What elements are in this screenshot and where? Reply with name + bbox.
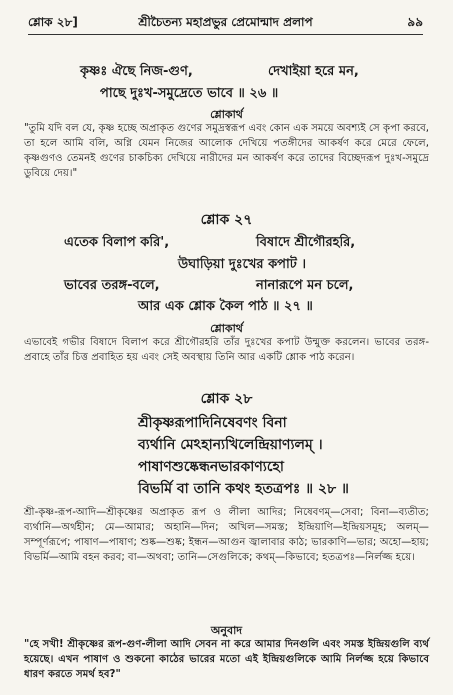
verse-28-heading: শ্লোক ২৮ <box>200 391 253 407</box>
running-title: শ্রীচৈতন্য মহাপ্রভুর প্রেমোন্মাদ প্রলাপ <box>138 15 313 29</box>
translation-1-text: "তুমি যদি বল যে, কৃষ্ণ হচ্ছে অপ্রাকৃত গুণের সমুদ্রস্বরূপ এবং কোন এক সময়ে অবশ্যই সে কৃপা করবে, তা হলে আমি বলি, অগ্নি যেমন নিজের আলোক দেখিয়ে পতঙ্গীদের আকর্ষণ করে মেরে ফেলে, কৃষ্ণগুণও তেমনই গুণের চাকচিক্য দেখিয়ে নারীদের মন আকর্ষণ করে তাদের বিচ্ছেদরূপ দুঃখ-সমুদ্রে ডুবিয়ে দেয়।" <box>24 123 429 179</box>
verse-26-line1a: কৃষ্ণঃ ঐছে নিজ-গুণ, <box>80 64 193 79</box>
page-number: ৯৯ <box>407 15 423 29</box>
verse-28-line1: শ্রীকৃষ্ণরূপাদিনিষেবণং বিনা <box>138 415 287 431</box>
verse-27-line3b: নানারূপে মন চলে, <box>256 278 354 293</box>
chapter-ref: শ্লোক ২৮] <box>28 15 78 29</box>
verse-28-line2: ব্যর্থানি মেঽহান্যখিলেন্দ্রিয়াণ্যলম্ । <box>138 437 323 453</box>
verse-28-line3: পাষাণশুষ্কেন্ধনভারকাণ্যহো <box>138 459 284 475</box>
verse-27-heading: শ্লোক ২৭ <box>200 212 253 228</box>
verse-27-line1a: এতেক বিলাপ করি', <box>64 235 170 250</box>
translation-heading-2: শ্লোকার্থ <box>210 322 243 335</box>
verse-28-line4: বিভর্মি বা তানি কথং হতত্রপঃ ॥ ২৮ ॥ <box>138 481 349 497</box>
verse-27-line4: আর এক শ্লোক কৈল পাঠ ॥ ২৭ ॥ <box>138 299 313 314</box>
verse-26-line1b: দেখাইয়া হরে মন, <box>268 64 359 79</box>
verse-27-line1b: বিষাদে শ্রীগৌরহরি, <box>256 235 356 250</box>
translation-heading-3: অনুবাদ <box>210 624 243 637</box>
page-header <box>28 12 423 35</box>
verse-27-line3a: ভাবের তরঙ্গ-বলে, <box>64 278 160 293</box>
synonyms-text: শ্রী-কৃষ্ণ-রূপ-আদি—শ্রীকৃষ্ণের অপ্রাকৃত রূপ ও লীলা আদির; নিষেবণম্—সেবা; বিনা—ব্যতীত; ব্যর্থানি—অর্থহীন; মে—আমার; অহানি—দিন; অখিল—সমস্ত; ইন্দ্রিয়াণি—ইন্দ্রিয়সমূহ; অলম্—সম্পূর্ণরূপে; পাষাণ—পাষাণ; শুষ্ক—শুষ্ক; ইন্ধন—আগুন জ্বালাবার কাঠ; ভারকাণি—ভার; অহো—হায়; বিভর্মি—আমি বহন করব; বা—অথবা; তানি—সেগুলিকে; কথম্—কিভাবে; হতত্রপঃ—নির্লজ্জ হয়ে। <box>24 507 429 563</box>
translation-2-text: এভাবেই গভীর বিষাদে বিলাপ করে শ্রীগৌরহরি তাঁর দুঃখের কপাট উন্মুক্ত করলেন। ভাবের তরঙ্গ-প্রবাহে তাঁর চিত্ত প্রবাহিত হয় এবং সেই অবস্থায় তিনি আর একটি শ্লোক পাঠ করেন। <box>24 337 429 363</box>
translation-3-text: "হে সখী! শ্রীকৃষ্ণের রূপ-গুণ-লীলা আদি সেবন না করে আমার দিনগুলি এবং সমস্ত ইন্দ্রিয়গুলি ব্যর্থ হয়েছে। এখন পাষাণ ও শুকনো কাঠের ভারের মতো এই ইন্দ্রিয়গুলিকে আমি নির্লজ্জ হয়ে কিভাবে ধারণ করতে সমর্থ হব?" <box>24 639 429 680</box>
verse-26-line2: পাছে দুঃখ-সমুদ্রেতে ভাবে ॥ ২৬ ॥ <box>100 86 279 101</box>
verse-27-line2: উঘাড়িয়া দুঃখের কপাট । <box>178 257 307 272</box>
translation-heading-1: শ্লোকার্থ <box>210 108 243 121</box>
